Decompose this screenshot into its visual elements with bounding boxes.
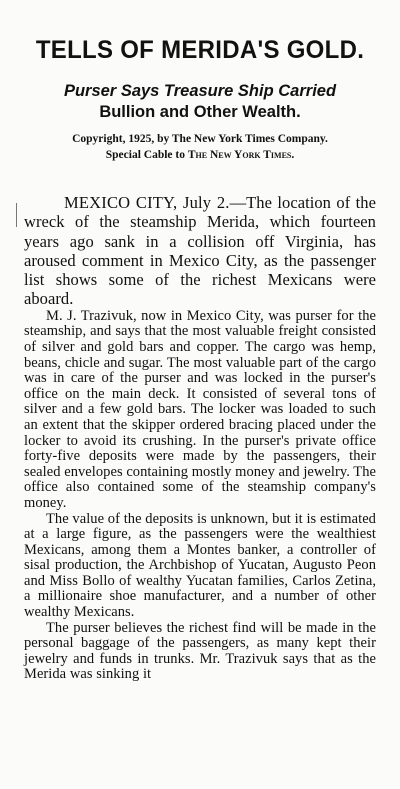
copyright-line: Copyright, 1925, by The New York Times Company. bbox=[72, 133, 328, 145]
headline: TELLS OF MERIDA'S GOLD. bbox=[35, 36, 365, 64]
body-paragraph: The purser believes the richest find will be made in the personal baggage of the passengers, as many kept their jewelry and funds in trunks. Mr. Trazivuk says that as the Merida was sinking it bbox=[24, 619, 376, 683]
subheadline bbox=[0, 81, 400, 123]
dateline: MEXICO CITY, July 2. bbox=[64, 193, 230, 212]
body-paragraph: M. J. Trazivuk, now in Mexico City, was purser for the steamship, and says that the most valuable freight consisted of silver and gold bars and copper. The cargo was hemp, beans, chicle and sugar. The most valuable part of the cargo was in care of the purser and was locked in the purser's office on the main deck. It consisted of several tons of silver and a few gold bars. The locker was loaded to such an extent that the skipper ordered bracing placed under the locker to avoid its crushing. In the purser's private office forty-five deposits were made by the passengers, their sealed envelopes containing mostly money and jewelry. The office also contained some of the steamship company's money. bbox=[24, 307, 376, 511]
cable-credit-prefix: Special Cable to bbox=[105, 149, 188, 161]
column-margin-mark bbox=[16, 203, 17, 227]
lead-paragraph bbox=[24, 193, 376, 309]
lead-text: —The location of the wreck of the steamship Merida, which fourteen years ago sank in a collision off Virginia, has aroused comment in Mexico City, as the passenger list shows some of the richest Mexicans were aboard. bbox=[24, 193, 376, 309]
subheadline-line-2: Bullion and Other Wealth. bbox=[99, 103, 301, 121]
article-body bbox=[24, 193, 376, 683]
subheadline-line-1: Purser Says Treasure Ship Carried bbox=[63, 82, 337, 100]
cable-credit-line bbox=[0, 147, 400, 163]
cable-credit-paper: The New York Times. bbox=[187, 149, 295, 161]
copyright-credit bbox=[0, 131, 400, 163]
body-paragraph: The value of the deposits is unknown, but it is estimated at a large figure, as the passengers were the wealthiest Mexicans, among them a Montes banker, a controller of sisal production, the Archbishop of Yucatan, Augusto Peon and Miss Bollo of wealthy Yucatan families, Carlos Zetina, a millionaire shoe manufacturer, and a number of other wealthy Mexicans. bbox=[24, 510, 376, 621]
